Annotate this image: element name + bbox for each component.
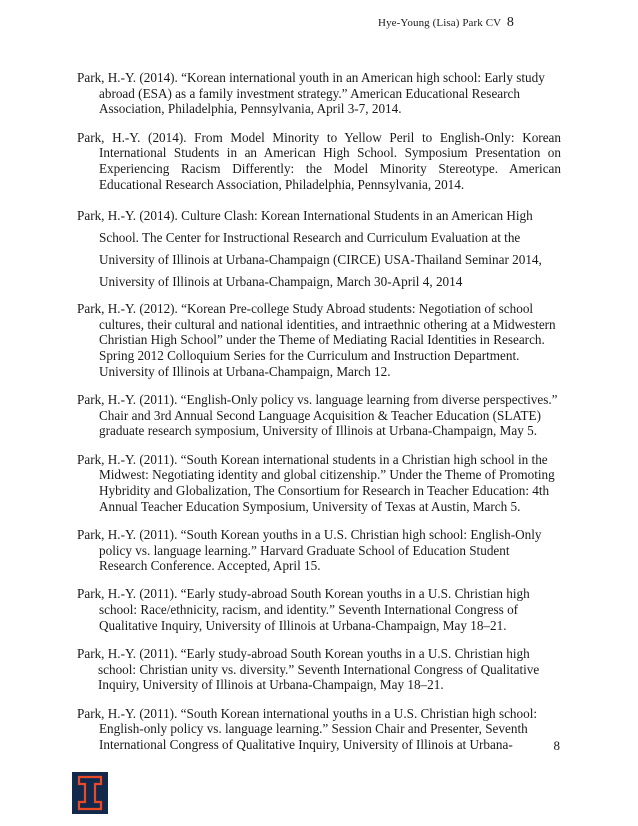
citation-entry: Park, H.-Y. (2012). “Korean Pre-college Study Abroad students: Negotiation of school cultures, their cultural and national identities, and intraethnic othering at a Midwestern Christian High School” under the Theme of Mediating Racial Identities in Research. Spring 2012 Colloquium Series for the Curriculum and Instruction Department. University of Illinois at Urbana-Champaign, March 12. <box>77 300 556 379</box>
page-number: 8 <box>553 738 560 753</box>
citation-entry: Park, H.-Y. (2011). “Early study-abroad South Korean youths in a U.S. Christian high school: Race/ethnicity, racism, and identity.” Seventh International Congress of Qualitative Inquiry, University of Illinois at Urbana-Champaign, May 18–21. <box>77 586 530 633</box>
header-page-number: 8 <box>506 15 514 30</box>
citation-entry: Park, H.-Y. (2014). From Model Minority to Yellow Peril to English-Only: Korean International Students in an American High School. Symposium Presentation on Experiencing Racism Differently: the Model Minority Stereotype. American Educational Research Association, Philadelphia, Pennsylvania, 2014. <box>77 129 561 192</box>
citation-entry: Park, H.-Y. (2011). “English-Only policy vs. language learning from diverse perspectives.” Chair and 3rd Annual Second Language Acquisition & Teacher Education (SLATE) graduate research symposium, University of Illinois at Urbana-Champaign, May 5. <box>77 391 558 439</box>
citation-entry: Park, H.-Y. (2014). “Korean international youth in an American high school: Early study abroad (ESA) as a family investment strategy.” American Educational Research Association, Philadelphia, Pennsylvania, April 3-7, 2014. <box>77 70 545 117</box>
running-header <box>378 15 514 31</box>
citation-entry: Park, H.-Y. (2011). “South Korean international students in a Christian high school in the Midwest: Negotiating identity and global citizenship.” Under the Theme of Promoting Hybridity and Globalization, The Consortium for Research in Teacher Education: 4th Annual Teacher Education Symposium, University of Texas at Austin, March 5. <box>77 451 555 514</box>
citation-entry: Park, H.-Y. (2014). Culture Clash: Korean International Students in an American High School. The Center for Instructional Research and Curriculum Evaluation at the University of Illinois at Urbana-Champaign (CIRCE) USA-Thailand Seminar 2014, University of Illinois at Urbana-Champaign, March 30-April 4, 2014 <box>77 207 542 289</box>
citation-entry: Park, H.-Y. (2011). “South Korean youths in a U.S. Christian high school: English-Only policy vs. language learning.” Harvard Graduate School of Education Student Research Conference. Accepted, April 15. <box>77 526 542 574</box>
citation-entry: Park, H.-Y. (2011). “Early study-abroad South Korean youths in a U.S. Christian high school: Christian unity vs. diversity.” Seventh International Congress of Qualitative Inquiry, University of Illinois at Urbana-Champaign, May 18–21. <box>77 646 540 693</box>
presentations-list <box>77 70 561 765</box>
header-author: Hye-Young (Lisa) Park CV <box>378 17 502 29</box>
citation-entry: Park, H.-Y. (2011). “South Korean international youths in a U.S. Christian high school: English-only policy vs. language learning.” Session Chair and Presenter, Seventh International Congress of Qualitative Inquiry, University of Illinois at Urbana- <box>77 705 538 753</box>
illinois-block-i-icon <box>72 772 108 814</box>
